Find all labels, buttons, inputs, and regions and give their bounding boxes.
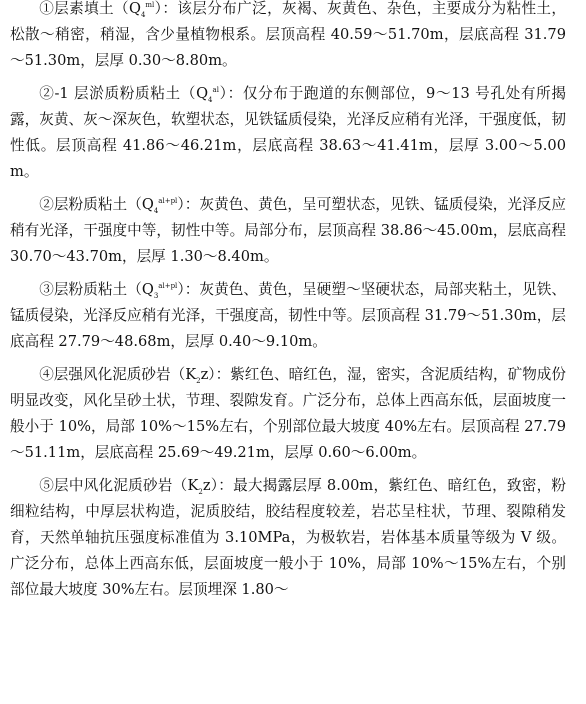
paragraph-lead: ①层素填土（Q — [39, 0, 141, 17]
paragraph-body: z）：紫红色、暗红色，湿，密实，含泥质结构，矿物成份明显改变，风化呈砂土状，节理、裂隙发育。广泛分布，总体上西高东低，层面坡度一般小于 10%，局部 10%～15%左右，个别部位最大坡度 40%左右。层顶高程 27.79～51.11m，层底高程 25.69～49.21m，层厚 0.60～6.00m。 — [10, 366, 566, 461]
paragraph-lead: ②-1 层淤质粉质粘土（Q — [39, 85, 209, 102]
age-subscript: 2 — [198, 487, 203, 496]
paragraph-body: z）：最大揭露层厚 8.00m，紫红色、暗红色，致密，粉细粒结构，中厚层状构造，泥质胶结，胶结程度较差，岩芯呈柱状，节理、裂隙稍发育，天然单轴抗压强度标准值为 3.10MPa，为极软岩，岩体基本质量等级为 V 级。广泛分布，总体上西高东低，层面坡度一般小于 10%，局部 10%～15%左右，个别部位最大坡度 30%左右。层顶埋深 1.80～ — [10, 477, 566, 598]
genesis-superscript: al+pl — [158, 197, 178, 206]
genesis-superscript: al — [212, 86, 219, 95]
age-subscript: 4 — [153, 206, 159, 215]
paragraph-strongly-weathered-sandstone — [10, 362, 566, 466]
age-subscript: 4 — [208, 95, 213, 104]
paragraph-moderately-weathered-sandstone — [10, 473, 566, 603]
age-subscript: 2 — [196, 376, 201, 385]
paragraph-lead: ③层粉质粘土（Q — [39, 281, 154, 298]
paragraph-lead: ④层强风化泥质砂岩（K — [39, 366, 197, 383]
paragraph-body: ）：灰黄色、黄色，呈硬塑～坚硬状态，局部夹粘土，见铁、锰质侵染，光泽反应稍有光泽，干强度高，韧性中等。层顶高程 31.79～51.30m，层底高程 27.79～48.68m，层厚 0.40～9.10m。 — [10, 281, 567, 350]
genesis-superscript: al+pl — [158, 282, 178, 291]
genesis-superscript: ml — [145, 1, 155, 10]
age-subscript: 4 — [140, 10, 146, 19]
paragraph-lead: ②层粉质粘土（Q — [39, 196, 154, 213]
paragraph-silty-clay-3 — [10, 277, 566, 355]
paragraph-silty-clay-mucky — [10, 81, 566, 185]
paragraph-lead: ⑤层中风化泥质砂岩（K — [39, 477, 199, 494]
paragraph-fill-soil — [10, 0, 566, 74]
paragraph-body: ）：该层分布广泛，灰褐、灰黄色、杂色，主要成分为粘性土，松散～稍密，稍湿，含少量植物根系。层顶高程 40.59～51.70m，层底高程 31.79～51.30m，层厚 0.30～8.80m。 — [10, 0, 566, 69]
paragraph-body: ）：灰黄色、黄色，呈可塑状态，见铁、锰质侵染，光泽反应稍有光泽，干强度中等，韧性中等。局部分布，层顶高程 38.86～45.00m，层底高程 30.70～43.70m，层厚 1.30～8.40m。 — [10, 196, 567, 265]
paragraph-body: ）：仅分布于跑道的东侧部位，9～13 号孔处有所揭露，灰黄、灰～深灰色，软塑状态，见铁锰质侵染，光泽反应稍有光泽，干强度低，韧性低。层顶高程 41.86～46.21m，层底高程 38.63～41.41m，层厚 3.00～5.00m。 — [10, 85, 566, 180]
age-subscript: 3 — [153, 291, 159, 300]
paragraph-silty-clay-2 — [10, 192, 566, 270]
